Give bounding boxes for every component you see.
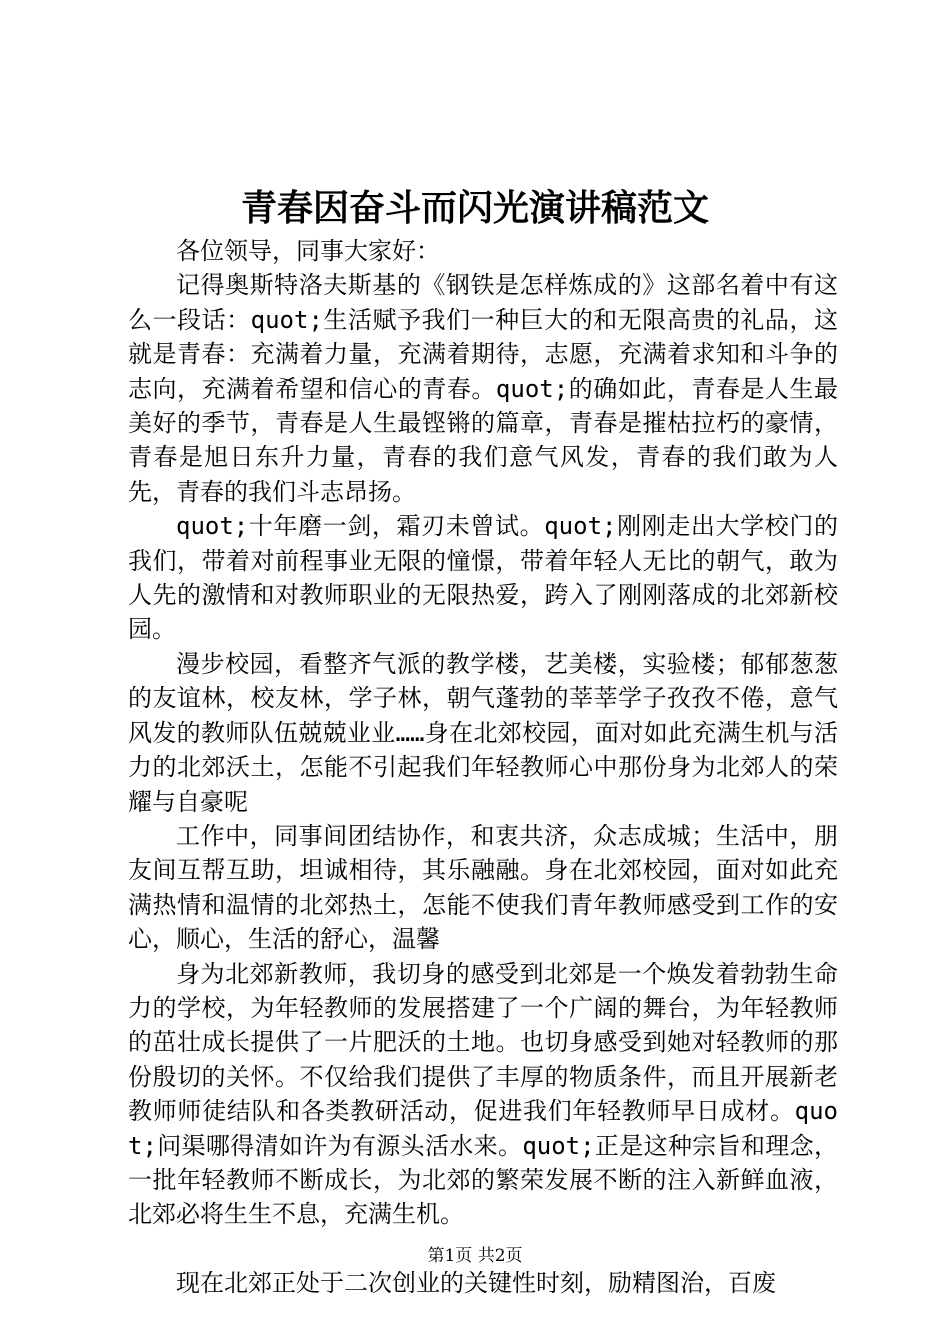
paragraph-new-teacher: 身为北郊新教师，我切身的感受到北郊是一个焕发着勃勃生命力的学校，为年轻教师的发展搭建了一个广阔的舞台，为年轻教师的茁壮成长提供了一片肥沃的土地。也切身感受到她对轻教师的那份殷切的关怀。不仅给我们提供了丰厚的物质条件，而且开展新老教师师徒结队和各类教研活动，促进我们年轻教师早日成材。quot;问渠哪得清如许为有源头活水来。quot;正是这种宗旨和理念，一批年轻教师不断成长，为北郊的繁荣发展不断的注入新鲜血液，北郊必将生生不息，充满生机。 [128, 959, 838, 1229]
page-footer: 第1页 共2页 [427, 1246, 523, 1266]
paragraph-campus-walk: 漫步校园，看整齐气派的教学楼，艺美楼，实验楼；郁郁葱葱的友谊林，校友林，学子林，朝气蓬勃的莘莘学子孜孜不倦，意气风发的教师队伍兢兢业业……身在北郊校园，面对如此充满生机与活力的北郊沃土，怎能不引起我们年轻教师心中那份身为北郊人的荣耀与自豪呢 [128, 649, 838, 816]
paragraph-greeting: 各位领导，同事大家好： [176, 237, 440, 265]
paragraph-colleagues: 工作中，同事间团结协作，和衷共济，众志成城；生活中，朋友间互帮互助，坦诚相待，其乐融融。身在北郊校园，面对如此充满热情和温情的北郊热土，怎能不使我们青年教师感受到工作的安心，顺心，生活的舒心，温馨 [128, 821, 838, 954]
document-body [128, 234, 838, 1300]
paragraph-second-venture: 现在北郊正处于二次创业的关键性时刻，励精图治，百废 [176, 1268, 776, 1297]
page-title: 青春因奋斗而闪光演讲稿范文 [240, 187, 709, 229]
paragraph-new-campus: quot;十年磨一剑，霜刃未曾试。quot;刚刚走出大学校门的我们，带着对前程事业无限的憧憬，带着年轻人无比的朝气，敢为人先的激情和对教师职业的无限热爱，跨入了刚刚落成的北郊新校园。 [128, 512, 838, 644]
paragraph-youth-quote: 记得奥斯特洛夫斯基的《钢铁是怎样炼成的》这部名着中有这么一段话：quot;生活赋予我们一种巨大的和无限高贵的礼品，这就是青春：充满着力量，充满着期待，志愿，充满着求知和斗争的志向，充满着希望和信心的青春。quot;的确如此，青春是人生最美好的季节，青春是人生最铿锵的篇章，青春是摧枯拉朽的豪情，青春是旭日东升力量，青春的我们意气风发，青春的我们敢为人先，青春的我们斗志昂扬。 [128, 271, 838, 506]
